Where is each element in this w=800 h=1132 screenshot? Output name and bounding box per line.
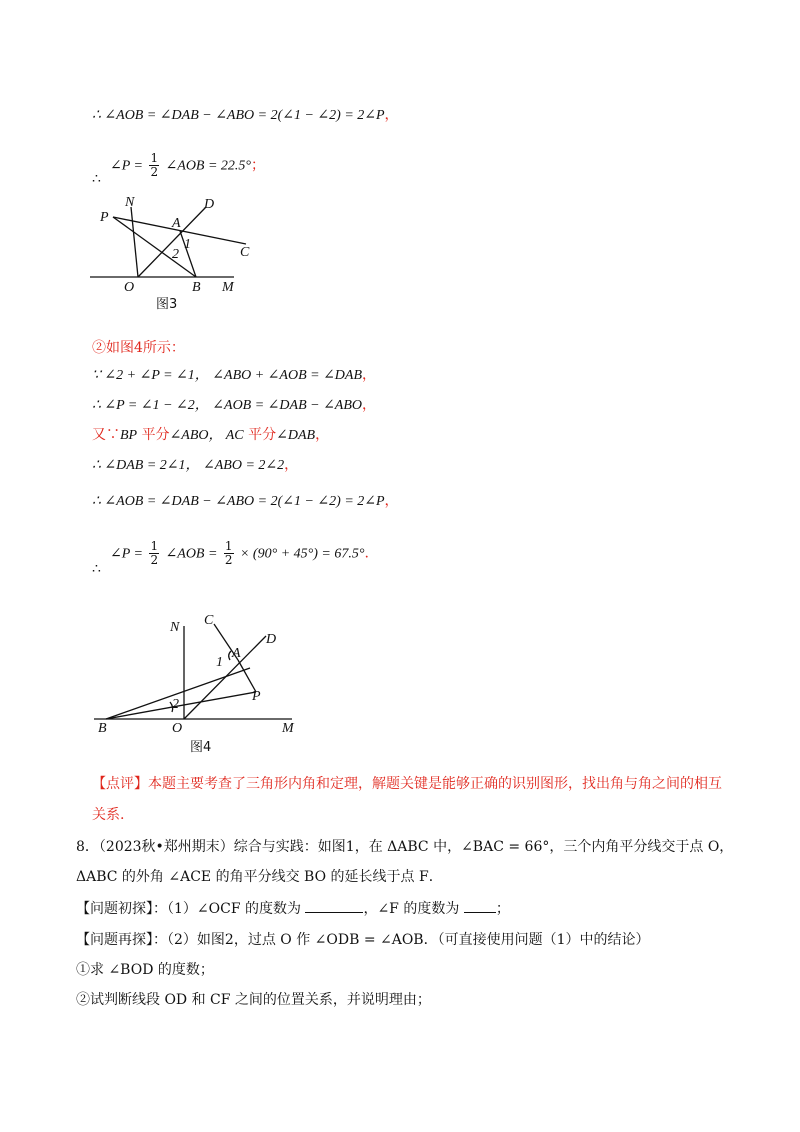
punctuation: ， [362, 397, 377, 413]
problem-8-line-2: ΔABC 的外角 ∠ACE 的角平分线交 BO 的延长线于点 F． [76, 869, 443, 885]
figure-4 [92, 608, 332, 758]
case-2-line-4 [92, 456, 298, 475]
math-bp: BP [120, 428, 138, 443]
label-P: P [252, 689, 261, 704]
fraction-numerator: 1 [224, 539, 233, 553]
answer-blank-ocf[interactable] [305, 900, 363, 913]
fraction-half [149, 152, 159, 179]
equation-text: ∴ ∠AOB = ∠DAB − ∠ABO = 2(∠1 − ∠2) = 2∠P [92, 494, 385, 509]
equation-text: ∴ ∠AOB = ∠DAB − ∠ABO = 2(∠1 − ∠2) = 2∠P [92, 108, 385, 123]
label-N: N [170, 620, 180, 635]
therefore-symbol: ∴ [92, 561, 101, 577]
fraction-denominator: 2 [150, 165, 159, 179]
equation-mid: ∠AOB = [165, 546, 218, 562]
label-P: P [100, 210, 109, 225]
punctuation: ； [495, 901, 510, 917]
label-C: C [204, 613, 214, 628]
text-prefix: 又∵ [92, 427, 120, 443]
label-C: C [240, 245, 250, 260]
problem-8-line-3 [76, 900, 510, 918]
label-A: A [232, 646, 241, 661]
fraction-denominator: 2 [224, 553, 233, 567]
fraction-denominator: 2 [150, 553, 159, 567]
label-M: M [282, 721, 294, 736]
problem-8-line-6: ②试判断线段 OD 和 CF 之间的位置关系，并说明理由； [76, 992, 431, 1008]
fraction-half [224, 540, 234, 567]
label-O: O [172, 721, 183, 736]
label-D: D [266, 632, 277, 647]
punctuation: ， [315, 427, 330, 443]
proof-line-1 [92, 106, 399, 125]
equation-lhs: ∠P = [110, 546, 143, 562]
comment-line-2: 关系. [92, 807, 125, 823]
fraction-half [149, 540, 159, 567]
label-A: A [172, 216, 181, 231]
text-bisect: 平分 [141, 427, 170, 443]
problem-8-line-1: 8．（2023秋•郑州期末）综合与实践：如图1，在 ΔABC 中，∠BAC = 66°，三个内角平分线交于点 O， [76, 839, 734, 855]
figure-3-caption: 图3 [156, 297, 178, 312]
label-B: B [192, 280, 201, 295]
punctuation: ； [251, 157, 266, 174]
punctuation: ， [362, 367, 377, 383]
label-1: 1 [216, 655, 223, 670]
figure-3 [88, 194, 348, 324]
equation-rhs: × (90° + 45°) = 67.5° [239, 546, 365, 562]
label-B: B [98, 721, 107, 736]
label-1: 1 [184, 237, 191, 252]
comment-line-1: 【点评】本题主要考查了三角形内角和定理，解题关键是能够正确的识别图形，找出角与角之间的相互 [92, 776, 722, 792]
case-2-line-3 [92, 426, 329, 445]
answer-blank-f[interactable] [464, 900, 496, 913]
punctuation: ， [384, 493, 399, 509]
label-2: 2 [172, 247, 179, 262]
case-2-line-2 [92, 396, 376, 415]
label-M: M [222, 280, 234, 295]
label-N: N [125, 195, 135, 210]
fraction-numerator: 1 [150, 151, 159, 165]
label-D: D [204, 197, 215, 212]
question-1-text: 【问题初探】：（1）∠OCF 的度数为 [76, 901, 301, 917]
question-1-text-2: ，∠F 的度数为 [363, 901, 460, 917]
equation-text: ∵ ∠2 + ∠P = ∠1， ∠ABO + ∠AOB = ∠DAB [92, 368, 363, 383]
therefore-symbol: ∴ [92, 171, 101, 187]
equation-rhs: ∠AOB = 22.5° [165, 158, 252, 174]
equation-lhs: ∠P = [110, 158, 143, 174]
case-2-line-5 [92, 492, 399, 511]
case-2-title: ②如图4所示： [92, 340, 185, 356]
equation-text: ∴ ∠DAB = 2∠1， ∠ABO = 2∠2 [92, 458, 285, 473]
equation-text: ∴ ∠P = ∠1 − ∠2， ∠AOB = ∠DAB − ∠ABO [92, 398, 363, 413]
text-bisect: 平分 [248, 427, 277, 443]
math-angle: ∠ABO， AC [169, 428, 244, 443]
figure-4-caption: 图4 [190, 740, 212, 755]
label-2: 2 [172, 697, 179, 712]
problem-8-line-5: ①求 ∠BOD 的度数； [76, 962, 214, 978]
case-2-line-1 [92, 366, 376, 385]
problem-8-line-4: 【问题再探】：（2）如图2，过点 O 作 ∠ODB = ∠AOB．（可直接使用问题（1）中的结论） [76, 932, 650, 948]
math-angle: ∠DAB [276, 428, 316, 443]
label-O: O [124, 280, 135, 295]
punctuation: ， [384, 107, 399, 123]
punctuation: . [364, 545, 369, 562]
fraction-numerator: 1 [150, 539, 159, 553]
punctuation: ， [284, 457, 299, 473]
